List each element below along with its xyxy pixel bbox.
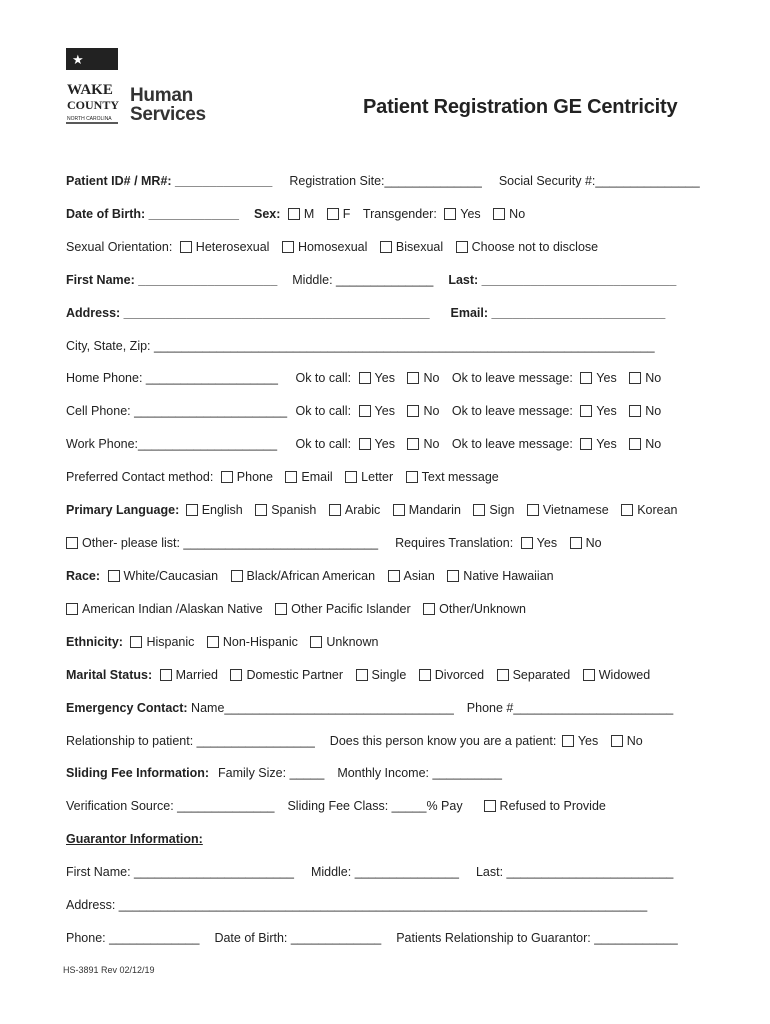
row-home-phone bbox=[66, 369, 661, 387]
language-checkbox[interactable] bbox=[621, 504, 633, 516]
row-dob-sex bbox=[66, 205, 525, 223]
row-work-phone bbox=[66, 435, 661, 453]
contact-option: Letter bbox=[361, 470, 394, 484]
call-no-label: No bbox=[423, 404, 440, 418]
translation-yes-checkbox[interactable] bbox=[521, 537, 533, 549]
call-no-checkbox[interactable] bbox=[407, 372, 419, 384]
guarantor-middle-field[interactable]: Middle: _______________ bbox=[310, 865, 459, 879]
logo-human-services bbox=[130, 86, 206, 124]
ok-to-call-label: Ok to call: bbox=[295, 404, 352, 418]
ethnicity-label: Ethnicity: bbox=[66, 635, 123, 649]
call-yes-checkbox[interactable] bbox=[359, 372, 371, 384]
row-marital bbox=[66, 666, 650, 684]
email-field[interactable]: Email: _________________________ bbox=[450, 306, 666, 320]
language-option: Sign bbox=[489, 503, 515, 517]
translation-no-checkbox[interactable] bbox=[570, 537, 582, 549]
language-checkbox[interactable] bbox=[393, 504, 405, 516]
race-option: American Indian /Alaskan Native bbox=[82, 602, 263, 616]
family-size-field[interactable]: Family Size: _____ bbox=[218, 766, 325, 780]
call-yes-label: Yes bbox=[374, 371, 395, 385]
row-sliding-fee bbox=[66, 764, 502, 782]
language-option: Korean bbox=[637, 503, 678, 517]
row-guarantor-name bbox=[66, 863, 673, 881]
race-option: Other Pacific Islander bbox=[291, 602, 411, 616]
contact-method-label: Preferred Contact method: bbox=[66, 470, 214, 484]
wake-county-logo bbox=[66, 48, 122, 131]
row-verification bbox=[66, 797, 606, 815]
logo-services: Services bbox=[130, 104, 206, 125]
orientation-checkbox[interactable] bbox=[180, 241, 192, 253]
language-checkbox[interactable] bbox=[186, 504, 198, 516]
call-no-checkbox[interactable] bbox=[407, 438, 419, 450]
call-no-checkbox[interactable] bbox=[407, 405, 419, 417]
row-language bbox=[66, 501, 678, 519]
monthly-income-field[interactable]: Monthly Income: __________ bbox=[337, 766, 503, 780]
marital-checkbox[interactable] bbox=[356, 669, 368, 681]
race-checkbox[interactable] bbox=[275, 603, 287, 615]
msg-no-checkbox[interactable] bbox=[629, 372, 641, 384]
sex-m-label: M bbox=[303, 207, 315, 221]
language-option: Vietnamese bbox=[542, 503, 609, 517]
call-yes-label: Yes bbox=[374, 437, 395, 451]
ok-to-call-label: Ok to call: bbox=[295, 437, 352, 451]
marital-option: Divorced bbox=[434, 668, 485, 682]
patient-id-field[interactable]: Patient ID# / MR#: ______________ bbox=[66, 174, 273, 188]
contact-checkbox[interactable] bbox=[285, 471, 297, 483]
transgender-yes-checkbox[interactable] bbox=[444, 208, 456, 220]
knows-patient-label: Does this person know you are a patient: bbox=[329, 734, 557, 748]
ok-message-label: Ok to leave message: bbox=[451, 404, 573, 418]
ethnicity-option: Hispanic bbox=[146, 635, 195, 649]
transgender-yes-label: Yes bbox=[460, 207, 481, 221]
ok-to-call-label: Ok to call: bbox=[295, 371, 352, 385]
translation-no-label: No bbox=[585, 536, 602, 550]
race-checkbox[interactable] bbox=[108, 570, 120, 582]
ethnicity-option: Unknown bbox=[326, 635, 379, 649]
logo-human: Human bbox=[130, 85, 193, 106]
row-sexual-orientation bbox=[66, 238, 598, 256]
msg-yes-label: Yes bbox=[596, 437, 617, 451]
row-other-language bbox=[66, 534, 602, 552]
page-title: Patient Registration GE Centricity bbox=[363, 96, 678, 118]
transgender-label: Transgender: bbox=[362, 207, 437, 221]
home-phone-field[interactable]: Home Phone: ___________________ bbox=[66, 371, 278, 385]
call-no-label: No bbox=[423, 437, 440, 451]
msg-yes-label: Yes bbox=[596, 404, 617, 418]
marital-checkbox[interactable] bbox=[160, 669, 172, 681]
race-option: Black/African American bbox=[246, 569, 376, 583]
registration-site-field[interactable]: Registration Site:______________ bbox=[289, 174, 482, 188]
sexual-orientation-label: Sexual Orientation: bbox=[66, 240, 173, 254]
msg-yes-checkbox[interactable] bbox=[580, 372, 592, 384]
guarantor-heading: Guarantor Information: bbox=[66, 832, 203, 846]
dob-field[interactable]: Date of Birth: _____________ bbox=[66, 207, 240, 221]
race-option: Native Hawaiian bbox=[463, 569, 554, 583]
guarantor-first-name-field[interactable]: First Name: _______________________ bbox=[66, 865, 294, 879]
msg-no-checkbox[interactable] bbox=[629, 438, 641, 450]
contact-option: Email bbox=[301, 470, 333, 484]
call-yes-label: Yes bbox=[374, 404, 395, 418]
ethnicity-checkbox[interactable] bbox=[207, 636, 219, 648]
orientation-option: Heterosexual bbox=[195, 240, 270, 254]
marital-checkbox[interactable] bbox=[497, 669, 509, 681]
logo-state: NORTH CAROLINA bbox=[67, 116, 112, 122]
sex-f-checkbox[interactable] bbox=[327, 208, 339, 220]
marital-option: Single bbox=[371, 668, 407, 682]
other-language-checkbox[interactable] bbox=[66, 537, 78, 549]
orientation-checkbox[interactable] bbox=[282, 241, 294, 253]
cell-phone-field[interactable]: Cell Phone: ______________________ bbox=[66, 404, 288, 418]
ok-message-label: Ok to leave message: bbox=[451, 437, 573, 451]
contact-option: Phone bbox=[236, 470, 273, 484]
ethnicity-checkbox[interactable] bbox=[310, 636, 322, 648]
language-option: English bbox=[201, 503, 243, 517]
emergency-name-field[interactable]: Name_________________________________ bbox=[191, 701, 454, 715]
logo-county: COUNTY bbox=[67, 98, 120, 112]
verification-source-field[interactable]: Verification Source: ______________ bbox=[66, 799, 275, 813]
ssn-field[interactable]: Social Security #:_______________ bbox=[498, 174, 700, 188]
call-yes-checkbox[interactable] bbox=[359, 405, 371, 417]
emergency-phone-field[interactable]: Phone #_______________________ bbox=[466, 701, 674, 715]
refused-checkbox[interactable] bbox=[484, 800, 496, 812]
sex-m-checkbox[interactable] bbox=[288, 208, 300, 220]
logo-wake: WAKE bbox=[67, 82, 113, 98]
ok-message-label: Ok to leave message: bbox=[451, 371, 573, 385]
translation-label: Requires Translation: bbox=[395, 536, 514, 550]
guarantor-dob-field[interactable]: Date of Birth: _____________ bbox=[214, 931, 382, 945]
emergency-contact-label: Emergency Contact: bbox=[66, 701, 188, 715]
orientation-checkbox[interactable] bbox=[456, 241, 468, 253]
call-no-label: No bbox=[423, 371, 440, 385]
language-checkbox[interactable] bbox=[473, 504, 485, 516]
row-city bbox=[66, 337, 655, 355]
marital-status-label: Marital Status: bbox=[66, 668, 153, 682]
contact-checkbox[interactable] bbox=[406, 471, 418, 483]
ethnicity-checkbox[interactable] bbox=[130, 636, 142, 648]
last-name-field[interactable]: Last: ____________________________ bbox=[448, 273, 677, 287]
marital-option: Widowed bbox=[598, 668, 651, 682]
knows-yes-checkbox[interactable] bbox=[562, 735, 574, 747]
svg-text:★: ★ bbox=[72, 53, 84, 68]
row-guarantor-phone bbox=[66, 929, 678, 947]
sex-label: Sex: bbox=[253, 207, 281, 221]
orientation-checkbox[interactable] bbox=[380, 241, 392, 253]
knows-yes-label: Yes bbox=[577, 734, 599, 748]
guarantor-relationship-field[interactable]: Patients Relationship to Guarantor: ____________ bbox=[396, 931, 678, 945]
language-option: Arabic bbox=[344, 503, 381, 517]
contact-checkbox[interactable] bbox=[221, 471, 233, 483]
language-checkbox[interactable] bbox=[255, 504, 267, 516]
orientation-option: Choose not to disclose bbox=[471, 240, 599, 254]
race-option: Asian bbox=[403, 569, 435, 583]
race-checkbox[interactable] bbox=[423, 603, 435, 615]
row-name bbox=[66, 271, 676, 289]
contact-checkbox[interactable] bbox=[345, 471, 357, 483]
sex-f-label: F bbox=[342, 207, 351, 221]
other-language-field[interactable]: Other- please list: ____________________________ bbox=[82, 536, 379, 550]
marital-option: Married bbox=[175, 668, 218, 682]
translation-yes-label: Yes bbox=[536, 536, 558, 550]
language-checkbox[interactable] bbox=[329, 504, 341, 516]
race-checkbox[interactable] bbox=[447, 570, 459, 582]
race-checkbox[interactable] bbox=[231, 570, 243, 582]
orientation-option: Bisexual bbox=[395, 240, 444, 254]
language-option: Spanish bbox=[271, 503, 317, 517]
marital-checkbox[interactable] bbox=[230, 669, 242, 681]
row-emergency bbox=[66, 699, 673, 717]
marital-option: Domestic Partner bbox=[246, 668, 344, 682]
row-relationship bbox=[66, 732, 643, 750]
msg-yes-checkbox[interactable] bbox=[580, 405, 592, 417]
row-cell-phone bbox=[66, 402, 661, 420]
relationship-field[interactable]: Relationship to patient: _________________ bbox=[66, 734, 315, 748]
knows-no-label: No bbox=[626, 734, 643, 748]
race-checkbox[interactable] bbox=[66, 603, 78, 615]
marital-checkbox[interactable] bbox=[583, 669, 595, 681]
guarantor-phone-field[interactable]: Phone: _____________ bbox=[66, 931, 200, 945]
language-option: Mandarin bbox=[408, 503, 461, 517]
orientation-option: Homosexual bbox=[297, 240, 368, 254]
first-name-field[interactable]: First Name: ____________________ bbox=[66, 273, 278, 287]
race-checkbox[interactable] bbox=[388, 570, 400, 582]
row-ethnicity bbox=[66, 633, 379, 651]
primary-language-label: Primary Language: bbox=[66, 503, 180, 517]
ethnicity-option: Non-Hispanic bbox=[222, 635, 298, 649]
msg-yes-label: Yes bbox=[596, 371, 617, 385]
row-contact-method bbox=[66, 468, 499, 486]
msg-no-label: No bbox=[645, 371, 662, 385]
row-guarantor-address bbox=[66, 896, 647, 914]
guarantor-address-field[interactable]: Address: ____________________________________________________________________________ bbox=[66, 898, 648, 912]
guarantor-last-field[interactable]: Last: ________________________ bbox=[475, 865, 674, 879]
form-revision: HS-3891 Rev 02/12/19 bbox=[63, 965, 155, 975]
transgender-no-checkbox[interactable] bbox=[493, 208, 505, 220]
msg-yes-checkbox[interactable] bbox=[580, 438, 592, 450]
middle-name-field[interactable]: Middle: ______________ bbox=[292, 273, 434, 287]
row-race-more bbox=[66, 600, 526, 618]
contact-option: Text message bbox=[421, 470, 499, 484]
address-field[interactable]: Address: ____________________________________________ bbox=[66, 306, 430, 320]
msg-no-checkbox[interactable] bbox=[629, 405, 641, 417]
row-ids bbox=[66, 172, 700, 190]
knows-no-checkbox[interactable] bbox=[611, 735, 623, 747]
race-label: Race: bbox=[66, 569, 101, 583]
language-checkbox[interactable] bbox=[527, 504, 539, 516]
transgender-no-label: No bbox=[509, 207, 526, 221]
race-option: Other/Unknown bbox=[439, 602, 526, 616]
race-option: White/Caucasian bbox=[123, 569, 219, 583]
refused-label: Refused to Provide bbox=[499, 799, 606, 813]
row-address-email bbox=[66, 304, 665, 322]
sliding-fee-label: Sliding Fee Information: bbox=[66, 766, 210, 780]
row-race bbox=[66, 567, 554, 585]
city-state-zip-field[interactable]: City, State, Zip: ________________________________________________________________________ bbox=[66, 339, 655, 353]
marital-checkbox[interactable] bbox=[419, 669, 431, 681]
msg-no-label: No bbox=[645, 404, 662, 418]
msg-no-label: No bbox=[645, 437, 662, 451]
work-phone-field[interactable]: Work Phone:____________________ bbox=[66, 437, 278, 451]
sliding-fee-class-field[interactable]: Sliding Fee Class: _____% Pay bbox=[287, 799, 463, 813]
call-yes-checkbox[interactable] bbox=[359, 438, 371, 450]
marital-option: Separated bbox=[512, 668, 571, 682]
